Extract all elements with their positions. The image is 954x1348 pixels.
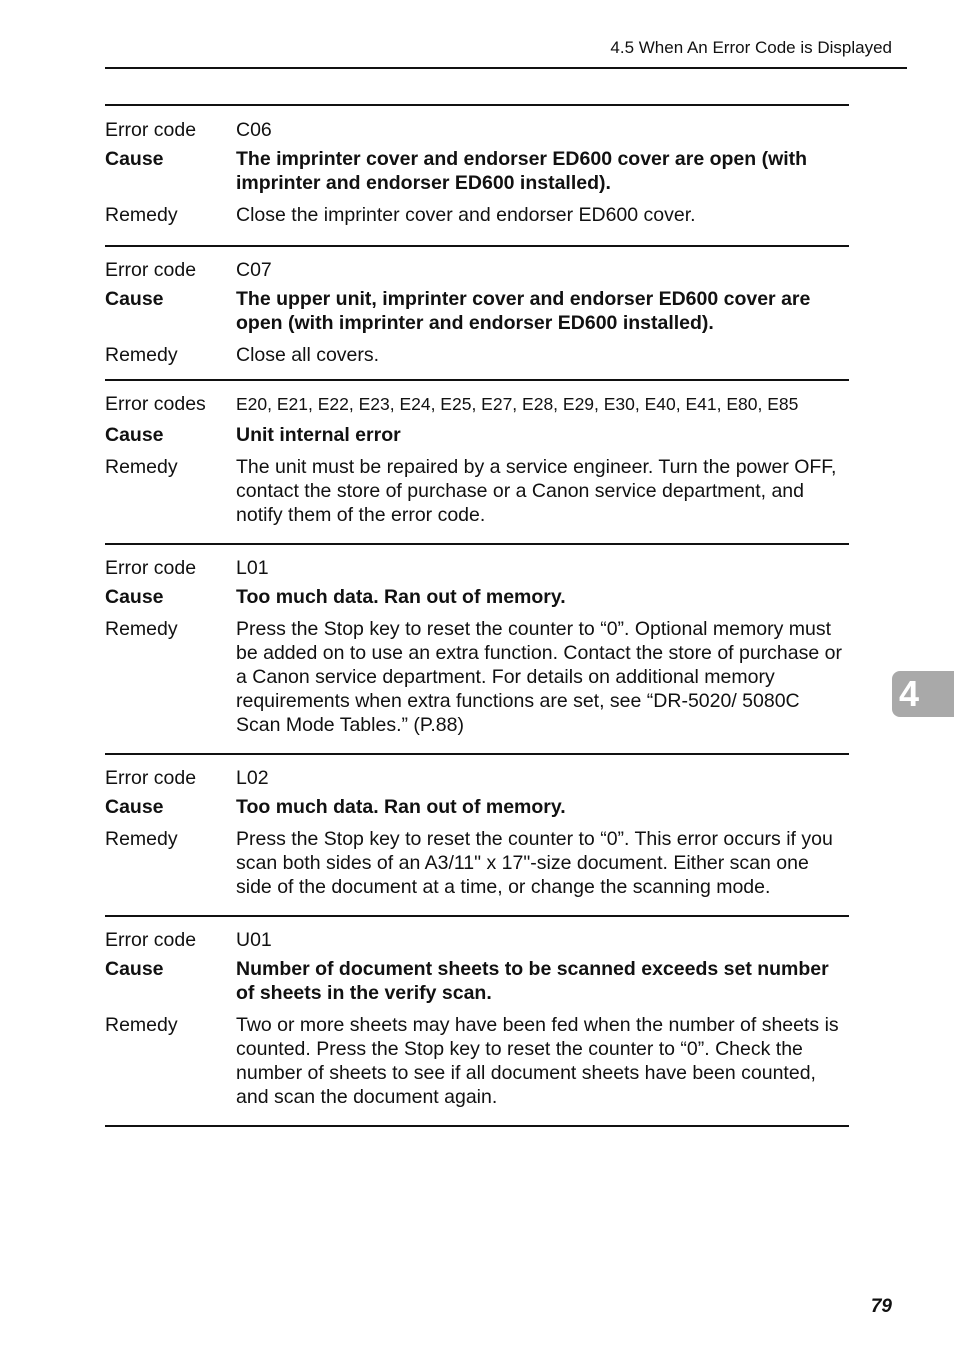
cause-label: Cause	[105, 796, 164, 818]
remedy-label: Remedy	[105, 204, 178, 226]
error-code-value: L01	[236, 557, 269, 579]
error-code-row	[105, 392, 849, 416]
cause-label: Cause	[105, 958, 164, 980]
error-entry-e-codes	[105, 379, 849, 543]
remedy-label: Remedy	[105, 828, 178, 850]
running-header: 4.5 When An Error Code is Displayed	[610, 38, 892, 57]
remedy-row	[105, 455, 849, 527]
error-code-value: C07	[236, 259, 272, 281]
remedy-row	[105, 203, 849, 227]
cause-text: Unit internal error	[236, 424, 401, 446]
chapter-tab: 4	[892, 671, 954, 717]
error-code-value: U01	[236, 929, 272, 951]
cause-label: Cause	[105, 148, 164, 170]
cause-text: The upper unit, imprinter cover and endorser ED600 cover are open (with imprinter and endorser ED600 installed).	[236, 288, 811, 334]
cause-row	[105, 423, 849, 447]
error-entry-c06	[105, 104, 849, 245]
error-code-label: Error code	[105, 767, 197, 789]
cause-text: The imprinter cover and endorser ED600 cover are open (with imprinter and endorser ED600 installed).	[236, 148, 808, 194]
error-code-value: L02	[236, 767, 269, 789]
remedy-row	[105, 343, 849, 367]
error-code-row	[105, 766, 849, 790]
remedy-row	[105, 617, 849, 737]
cause-text: Too much data. Ran out of memory.	[236, 796, 566, 818]
cause-label: Cause	[105, 424, 164, 446]
error-entry-l02	[105, 753, 849, 915]
error-entry-u01	[105, 915, 849, 1127]
remedy-text: The unit must be repaired by a service engineer. Turn the power OFF, contact the store of purchase or a Canon service department, and notify them of the error code.	[236, 456, 837, 526]
cause-row	[105, 287, 849, 335]
error-code-value: C06	[236, 119, 272, 141]
error-code-row	[105, 258, 849, 282]
error-code-label: Error code	[105, 929, 197, 951]
page-number: 79	[870, 1296, 892, 1317]
remedy-label: Remedy	[105, 618, 178, 640]
cause-row	[105, 795, 849, 819]
error-entry-l01	[105, 543, 849, 753]
error-code-value: E20, E21, E22, E23, E24, E25, E27, E28, E29, E30, E40, E41, E80, E85	[236, 394, 799, 414]
error-entry-c07	[105, 245, 849, 379]
cause-text: Too much data. Ran out of memory.	[236, 586, 566, 608]
error-code-row	[105, 118, 849, 142]
remedy-label: Remedy	[105, 456, 178, 478]
cause-row	[105, 147, 849, 195]
error-code-row	[105, 928, 849, 952]
error-code-label: Error codes	[105, 393, 206, 415]
remedy-row	[105, 1013, 849, 1109]
remedy-text: Two or more sheets may have been fed when the number of sheets is counted. Press the Stop key to reset the counter to “0”. Check the number of sheets to see if all document sheets have been counted, and scan the document again.	[236, 1014, 839, 1108]
remedy-row	[105, 827, 849, 899]
cause-label: Cause	[105, 586, 164, 608]
remedy-text: Press the Stop key to reset the counter to “0”. This error occurs if you scan both sides of an A3/11" x 17"-size document. Either scan one side of the document at a time, or change the scanning mode.	[236, 828, 833, 898]
remedy-text: Close all covers.	[236, 344, 380, 366]
header-rule	[105, 67, 907, 69]
cause-label: Cause	[105, 288, 164, 310]
error-code-label: Error code	[105, 557, 197, 579]
cause-row	[105, 957, 849, 1005]
cause-text: Number of document sheets to be scanned exceeds set number of sheets in the verify scan.	[236, 958, 829, 1004]
remedy-label: Remedy	[105, 1014, 178, 1036]
remedy-text: Press the Stop key to reset the counter to “0”. Optional memory must be added on to use an extra function. Contact the store of purchase or a Canon service department. For details on additional memory requirements when extra functions are set, see “DR-5020/ 5080C Scan Mode Tables.” (P.88)	[236, 618, 842, 736]
error-code-row	[105, 556, 849, 580]
cause-row	[105, 585, 849, 609]
error-code-table	[105, 104, 849, 1127]
remedy-text: Close the imprinter cover and endorser ED600 cover.	[236, 204, 696, 226]
error-code-label: Error code	[105, 119, 197, 141]
remedy-label: Remedy	[105, 344, 178, 366]
error-code-label: Error code	[105, 259, 197, 281]
